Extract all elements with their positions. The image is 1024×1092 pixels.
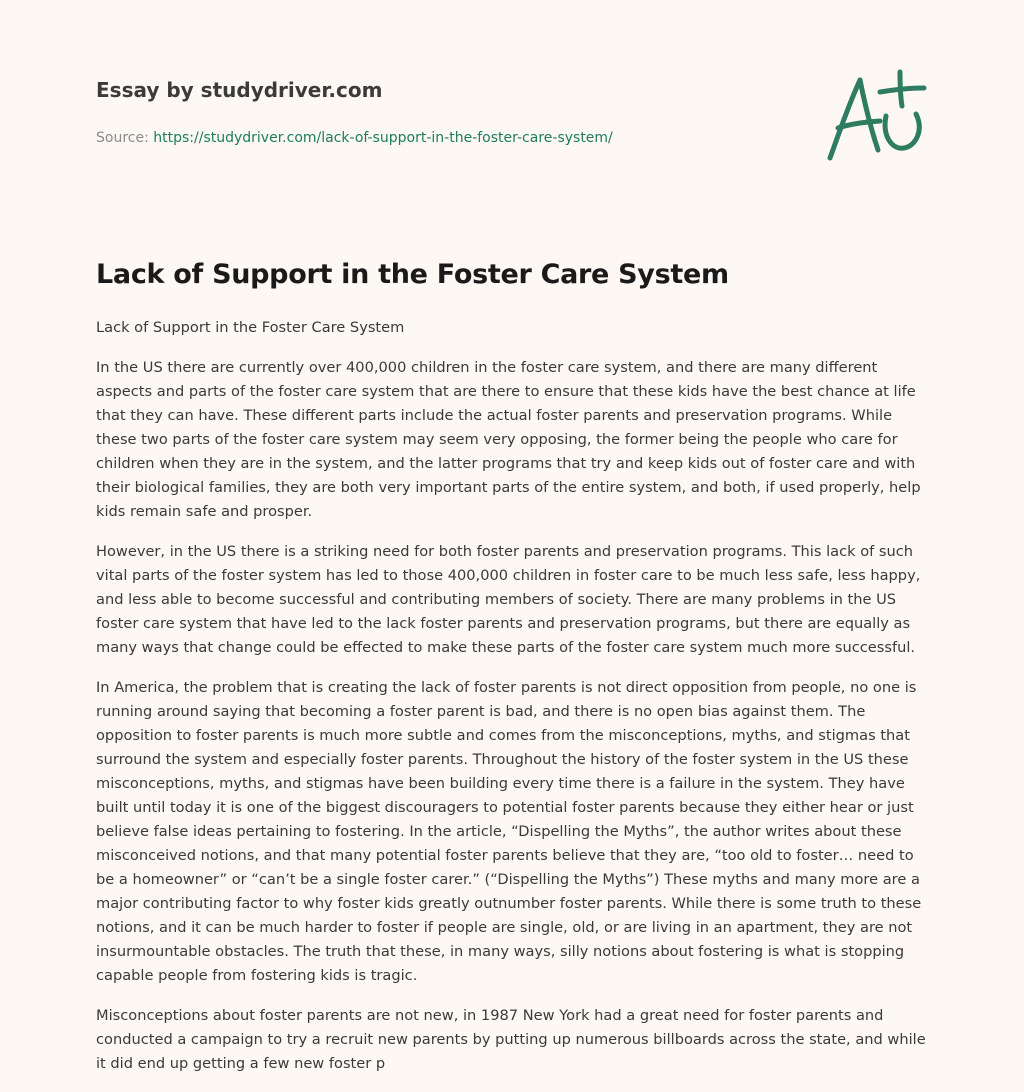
paragraph: However, in the US there is a striking need for both foster parents and preservation programs. This lack of such vital parts of the foster system has led to those 400,000 children in foster care to be much less safe, less happy, and less able to become successful and contributing members of society. There are many problems in the US foster care system that have led to the lack foster parents and preservation programs, but there are equally as many ways that change could be effected to make these parts of the foster care system much more successful. — [96, 543, 921, 656]
paragraph: In the US there are currently over 400,000 children in the foster care system, and there are many different aspects and parts of the foster care system that are there to ensure that these kids have the best chance at life that they can have. These different parts include the actual foster parents and preservation programs. While these two parts of the foster care system may seem very opposing, the former being the people who care for children when they are in the system, and the latter programs that try and keep kids out of foster care and with their biological families, they are both very important parts of the entire system, and both, if used properly, help kids remain safe and prosper. — [96, 359, 921, 520]
page-title: Lack of Support in the Foster Care System — [96, 259, 729, 290]
source-line — [96, 128, 796, 148]
paragraph: In America, the problem that is creating the lack of foster parents is not direct opposition from people, no one is running around saying that becoming a foster parent is bad, and there is no open bias against them. The opposition to foster parents is much more subtle and comes from the misconceptions, myths, and stigmas that surround the system and especially foster parents. Throughout the history of the foster system in the US these misconceptions, myths, and stigmas have been building every time there is a failure in the system. They have built until today it is one of the biggest discouragers to potential foster parents because they either hear or just believe false ideas pertaining to fostering. In the article, “Dispelling the Myths”, the author writes about these misconceived notions, and that many potential foster parents believe that they are, “too old to foster… need to be a homeowner” or “can’t be a single foster carer.” (“Dispelling the Myths”) These myths and many more are a major contributing factor to why foster kids greatly outnumber foster parents. While there is some truth to these notions, and it can be much harder to foster if people are single, old, or are living in an apartment, they are not insurmountable obstacles. The truth that these, in many ways, silly notions about fostering is what is stopping capable people from fostering kids is tragic. — [96, 679, 922, 984]
brand-title: Essay by studydriver.com — [96, 78, 383, 102]
source-label: Source: — [96, 130, 154, 146]
paragraph: Misconceptions about foster parents are not new, in 1987 New York had a great need for foster parents and conducted a campaign to try a recruit new parents by putting up numerous billboards across the state, and while it did end up getting a few new foster p — [96, 1007, 926, 1072]
a-plus-logo-icon — [820, 66, 930, 166]
source-link[interactable]: https://studydriver.com/lack-of-support-in-the-foster-care-system/ — [153, 130, 613, 146]
essay-subtitle: Lack of Support in the Foster Care System — [96, 319, 405, 336]
essay-article — [96, 256, 928, 1092]
essay-header — [96, 76, 796, 148]
